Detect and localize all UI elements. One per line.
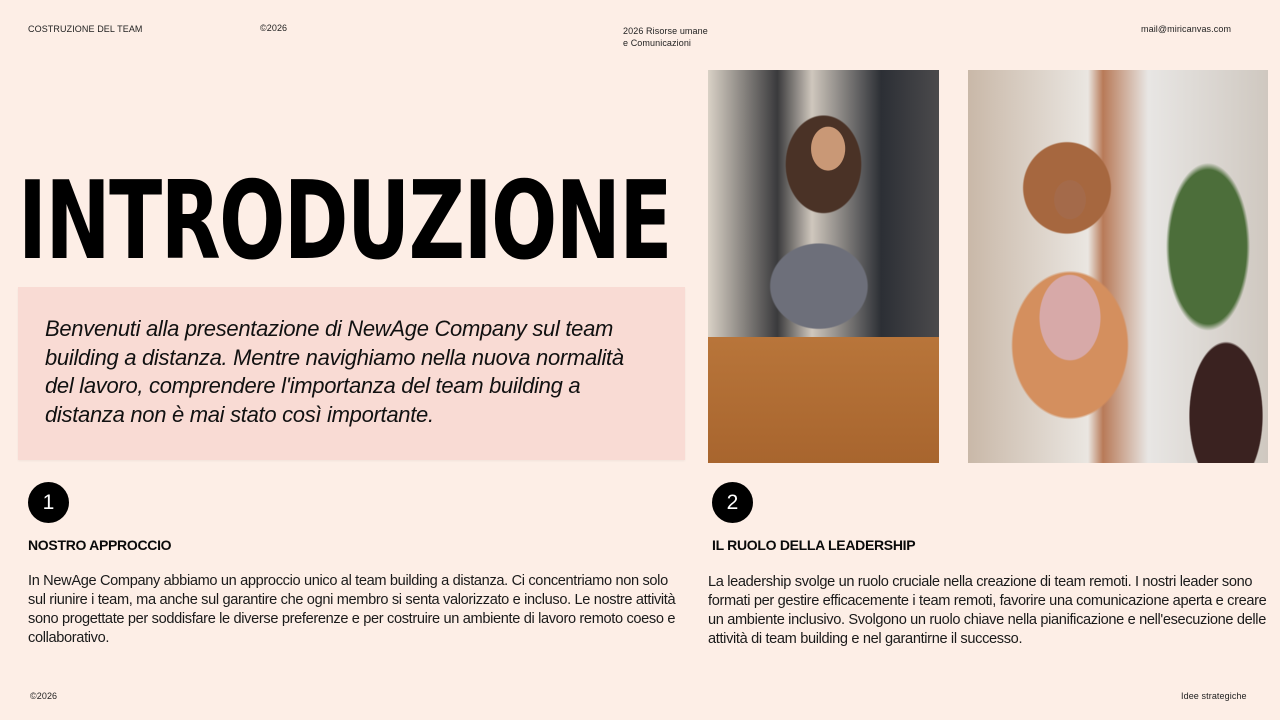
- section-number-2: 2: [726, 490, 739, 514]
- section-number-badge-1: [28, 482, 69, 523]
- header-department-line-1: 2026 Risorse umane: [623, 26, 708, 36]
- footer-label: Idee strategiche: [1181, 691, 1247, 701]
- section-title-approach: NOSTRO APPROCCIO: [28, 537, 172, 553]
- header-section-label: COSTRUZIONE DEL TEAM: [28, 24, 143, 34]
- intro-quote-text: Benvenuti alla presentazione di NewAge Company sul team building a distanza. Mentre navighiamo nella nuova normalità del lavoro, comprendere l'importanza del team building a distanza non è mai stato così importante.: [45, 316, 624, 427]
- section-body-approach: In NewAge Company abbiamo un approccio unico al team building a distanza. Ci concentriamo non solo sul riunire i team, ma anche sul garantire che ogni membro si senta valorizzato e incluso. Le nostre attività sono progettate per soddisfare le diverse preferenze e per costruire un ambiente di lavoro remoto coeso e collaborativo.: [28, 573, 676, 646]
- section-number-1: 1: [42, 490, 55, 514]
- intro-quote-box: [18, 287, 685, 460]
- section-body-leadership: La leadership svolge un ruolo cruciale nella creazione di team remoti. I nostri leader sono formati per gestire efficacemente i team remoti, favorire una comunicazione aperta e creare un ambiente inclusivo. Svolgono un ruolo chiave nella pianificazione e nell'esecuzione delle attività di team building e nel garantirne il successo.: [708, 574, 1267, 647]
- header-copyright: ©2026: [260, 23, 288, 33]
- section-title-leadership: IL RUOLO DELLA LEADERSHIP: [712, 537, 916, 553]
- slide-title: INTRODUZIONE: [18, 159, 672, 284]
- header-email: mail@miricanvas.com: [1141, 24, 1232, 34]
- footer-copyright: ©2026: [30, 691, 58, 701]
- section-number-badge-2: [712, 482, 753, 523]
- header-department-line-2: e Comunicazioni: [623, 38, 692, 48]
- photo-presenter-2: [968, 70, 1268, 463]
- header-department: [623, 25, 708, 49]
- photo-presenter-1: [708, 70, 939, 463]
